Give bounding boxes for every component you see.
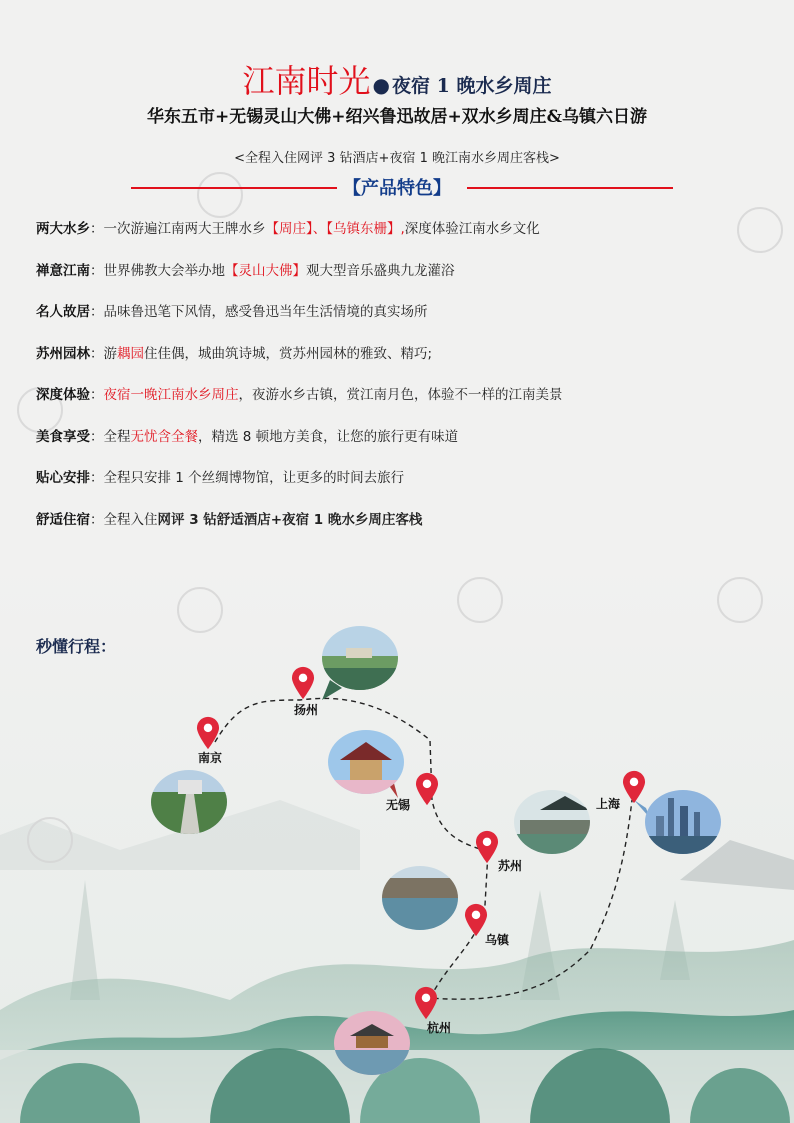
feature-text: 游	[103, 345, 117, 362]
feature-text: 世界佛教大会举办地	[103, 262, 225, 279]
feature-sep: ：	[90, 428, 104, 445]
city-label-wuxi: 无锡	[385, 798, 411, 812]
city-label-wuzhen: 乌镇	[484, 933, 510, 947]
feature-highlight: 【周庄】、【乌镇东栅】,	[265, 221, 405, 237]
feature-sep: ：	[90, 345, 104, 362]
feature-text: ，夜游水乡古镇，赏江南月色，体验不一样的江南美景	[238, 387, 563, 403]
photo-shanghai	[634, 788, 723, 858]
feature-highlight: 无忧含全餐	[130, 428, 198, 445]
feature-key: 深度体验	[36, 387, 90, 403]
photo-suzhou	[512, 788, 592, 858]
photo-wuxi	[326, 728, 406, 800]
photo-nanjing	[150, 768, 230, 838]
feature-text: 深度体验江南水乡文化	[404, 221, 540, 237]
feature-sep: ：	[90, 387, 104, 403]
feature-sep: ：	[90, 470, 104, 486]
pin-wuxi-icon	[416, 773, 438, 805]
feature-highlight: 【灵山大佛】	[225, 262, 306, 279]
photo-wuzhen	[380, 864, 460, 934]
title-dot: ●	[372, 73, 390, 97]
pin-hangzhou-icon	[415, 987, 437, 1019]
feature-key: 名人故居	[36, 304, 90, 320]
feature-text: ，精选 8 顿地方美食，让您的旅行更有味道	[198, 428, 459, 445]
feature-text: 品味鲁迅笔下风情，感受鲁迅当年生活情境的真实场所	[103, 304, 428, 320]
hotel-note: <全程入住网评 3 钻酒店+夜宿 1 晚江南水乡周庄客栈>	[234, 151, 560, 166]
title-main: 江南时光	[242, 62, 371, 100]
feature-sep: ：	[90, 511, 104, 528]
city-label-yangzhou: 扬州	[293, 703, 319, 717]
photo-yangzhou	[320, 624, 400, 700]
feature-sep: ：	[90, 304, 104, 320]
city-label-nanjing: 南京	[197, 751, 223, 765]
city-label-hangzhou: 杭州	[426, 1021, 452, 1035]
feature-key: 美食享受	[36, 428, 90, 445]
photo-hangzhou	[332, 1010, 412, 1080]
feature-key: 贴心安排	[36, 470, 90, 486]
feature-highlight: 夜宿一晚江南水乡周庄	[103, 387, 239, 403]
pin-wuzhen-icon	[465, 904, 487, 936]
pin-suzhou-icon	[476, 831, 498, 863]
pin-nanjing-icon	[197, 717, 219, 749]
feature-key: 两大水乡	[36, 221, 90, 237]
feature-bold: 网评 3 钻舒适酒店+夜宿 1 晚水乡周庄客栈	[157, 511, 423, 528]
feature-highlight: 耦园	[117, 345, 144, 362]
section-title: 【产品特色】	[343, 178, 451, 199]
feature-text: 全程	[103, 428, 131, 445]
route-label: 秒懂行程：	[36, 637, 117, 656]
city-label-suzhou: 苏州	[497, 859, 523, 873]
feature-key: 舒适住宿	[36, 511, 90, 528]
feature-text: 全程入住	[103, 511, 158, 528]
feature-sep: ：	[90, 262, 104, 279]
city-label-shanghai: 上海	[595, 797, 621, 811]
feature-key: 苏州园林	[36, 345, 90, 362]
feature-key: 禅意江南	[36, 262, 90, 279]
feature-text: 一次游遍江南两大王牌水乡	[103, 221, 266, 237]
feature-sep: ：	[90, 221, 104, 237]
feature-text: 全程只安排 1 个丝绸博物馆，让更多的时间去旅行	[103, 470, 405, 486]
feature-text: 住佳偶，城曲筑诗城，赏苏州园林的雅致、精巧;	[144, 345, 433, 362]
pin-shanghai-icon	[623, 771, 645, 803]
pin-yangzhou-icon	[292, 667, 314, 699]
title-sub: 夜宿 1 晚水乡周庄	[392, 75, 552, 97]
feature-text: 观大型音乐盛典九龙灌浴	[306, 262, 455, 279]
page-subtitle: 华东五市+无锡灵山大佛+绍兴鲁迅故居+双水乡周庄&乌镇六日游	[146, 107, 648, 127]
